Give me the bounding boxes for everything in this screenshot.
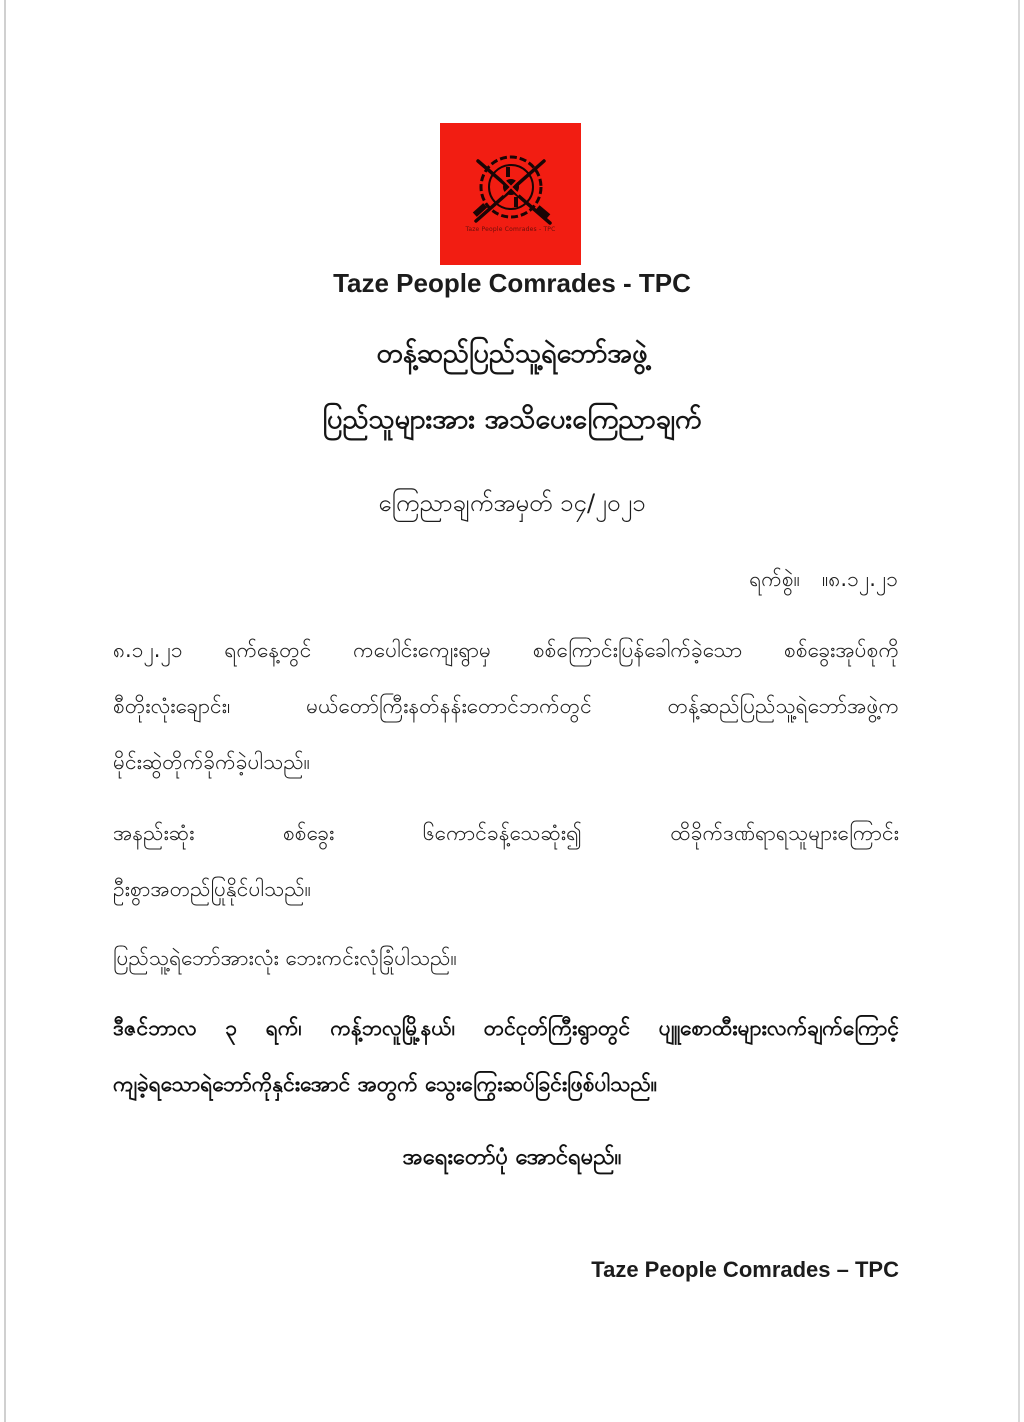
date-label: ရက်စွဲ။: [749, 567, 801, 591]
paragraph-4-line-1: ဒီဇင်ဘာလ ၃ ရက်၊ ကန့်ဘလူမြို့နယ်၊ တင်ငုတ်ကြီးရွာတွင် ပျူစောထီးများလက်ချက်ကြောင့်: [113, 1016, 899, 1040]
organization-title: Taze People Comrades - TPC: [333, 268, 691, 298]
paragraph-2-line-1: အနည်းဆုံး စစ်ခွေး ၆ကောင်ခန့်သေဆုံး၍ ထိခိုက်ဒဏ်ရာရသူများကြောင်း: [113, 821, 899, 845]
notice-number: ကြေညာချက်အမှတ် ၁၄/၂၀၂၁: [378, 489, 646, 517]
paragraph-4-line-2: ကျခဲ့ရသောရဲဘော်ကိုနှင်းအောင် အတွက် သွေးကြွေးဆပ်ခြင်းဖြစ်ပါသည်။: [113, 1072, 658, 1096]
paragraph-3: ပြည်သူ့ရဲဘော်အားလုံး ဘေးကင်းလုံခြုံပါသည်။: [113, 946, 457, 970]
paragraph-2-line-2: ဦးစွာအတည်ပြုနိုင်ပါသည်။: [113, 877, 312, 901]
tpc-emblem-icon: [440, 123, 581, 265]
date-value: ။၈.၁၂.၂၁: [822, 567, 898, 591]
page-border-right: [1018, 0, 1020, 1422]
signature: Taze People Comrades – TPC: [591, 1257, 899, 1282]
paragraph-1-line-3: မိုင်းဆွဲတိုက်ခိုက်ခဲ့ပါသည်။: [113, 750, 311, 774]
logo-caption: Taze People Comrades - TPC: [465, 226, 556, 233]
page-border-left: [4, 0, 6, 1422]
paragraph-1-line-1: ၈.၁၂.၂၁ ရက်နေ့တွင် ကပေါင်းကျေးရွာမှ စစ်ကြောင်းပြန်ခေါက်ခဲ့သော စစ်ခွေးအုပ်စုကို: [113, 638, 899, 662]
paragraph-1-line-2: စီတိုးလုံးချောင်း၊ မယ်တော်ကြီးနတ်နန်းတောင်ဘက်တွင် တန့်ဆည်ပြည်သူ့ရဲဘော်အဖွဲ့က: [113, 694, 899, 718]
title-line-2: ပြည်သူများအား အသိပေးကြေညာချက်: [322, 404, 702, 435]
date-line: [749, 566, 898, 597]
closing-slogan: အရေးတော်ပုံ အောင်ရမည်။: [402, 1145, 622, 1170]
title-line-1: တန့်ဆည်ပြည်သူ့ရဲဘော်အဖွဲ့: [376, 338, 648, 369]
